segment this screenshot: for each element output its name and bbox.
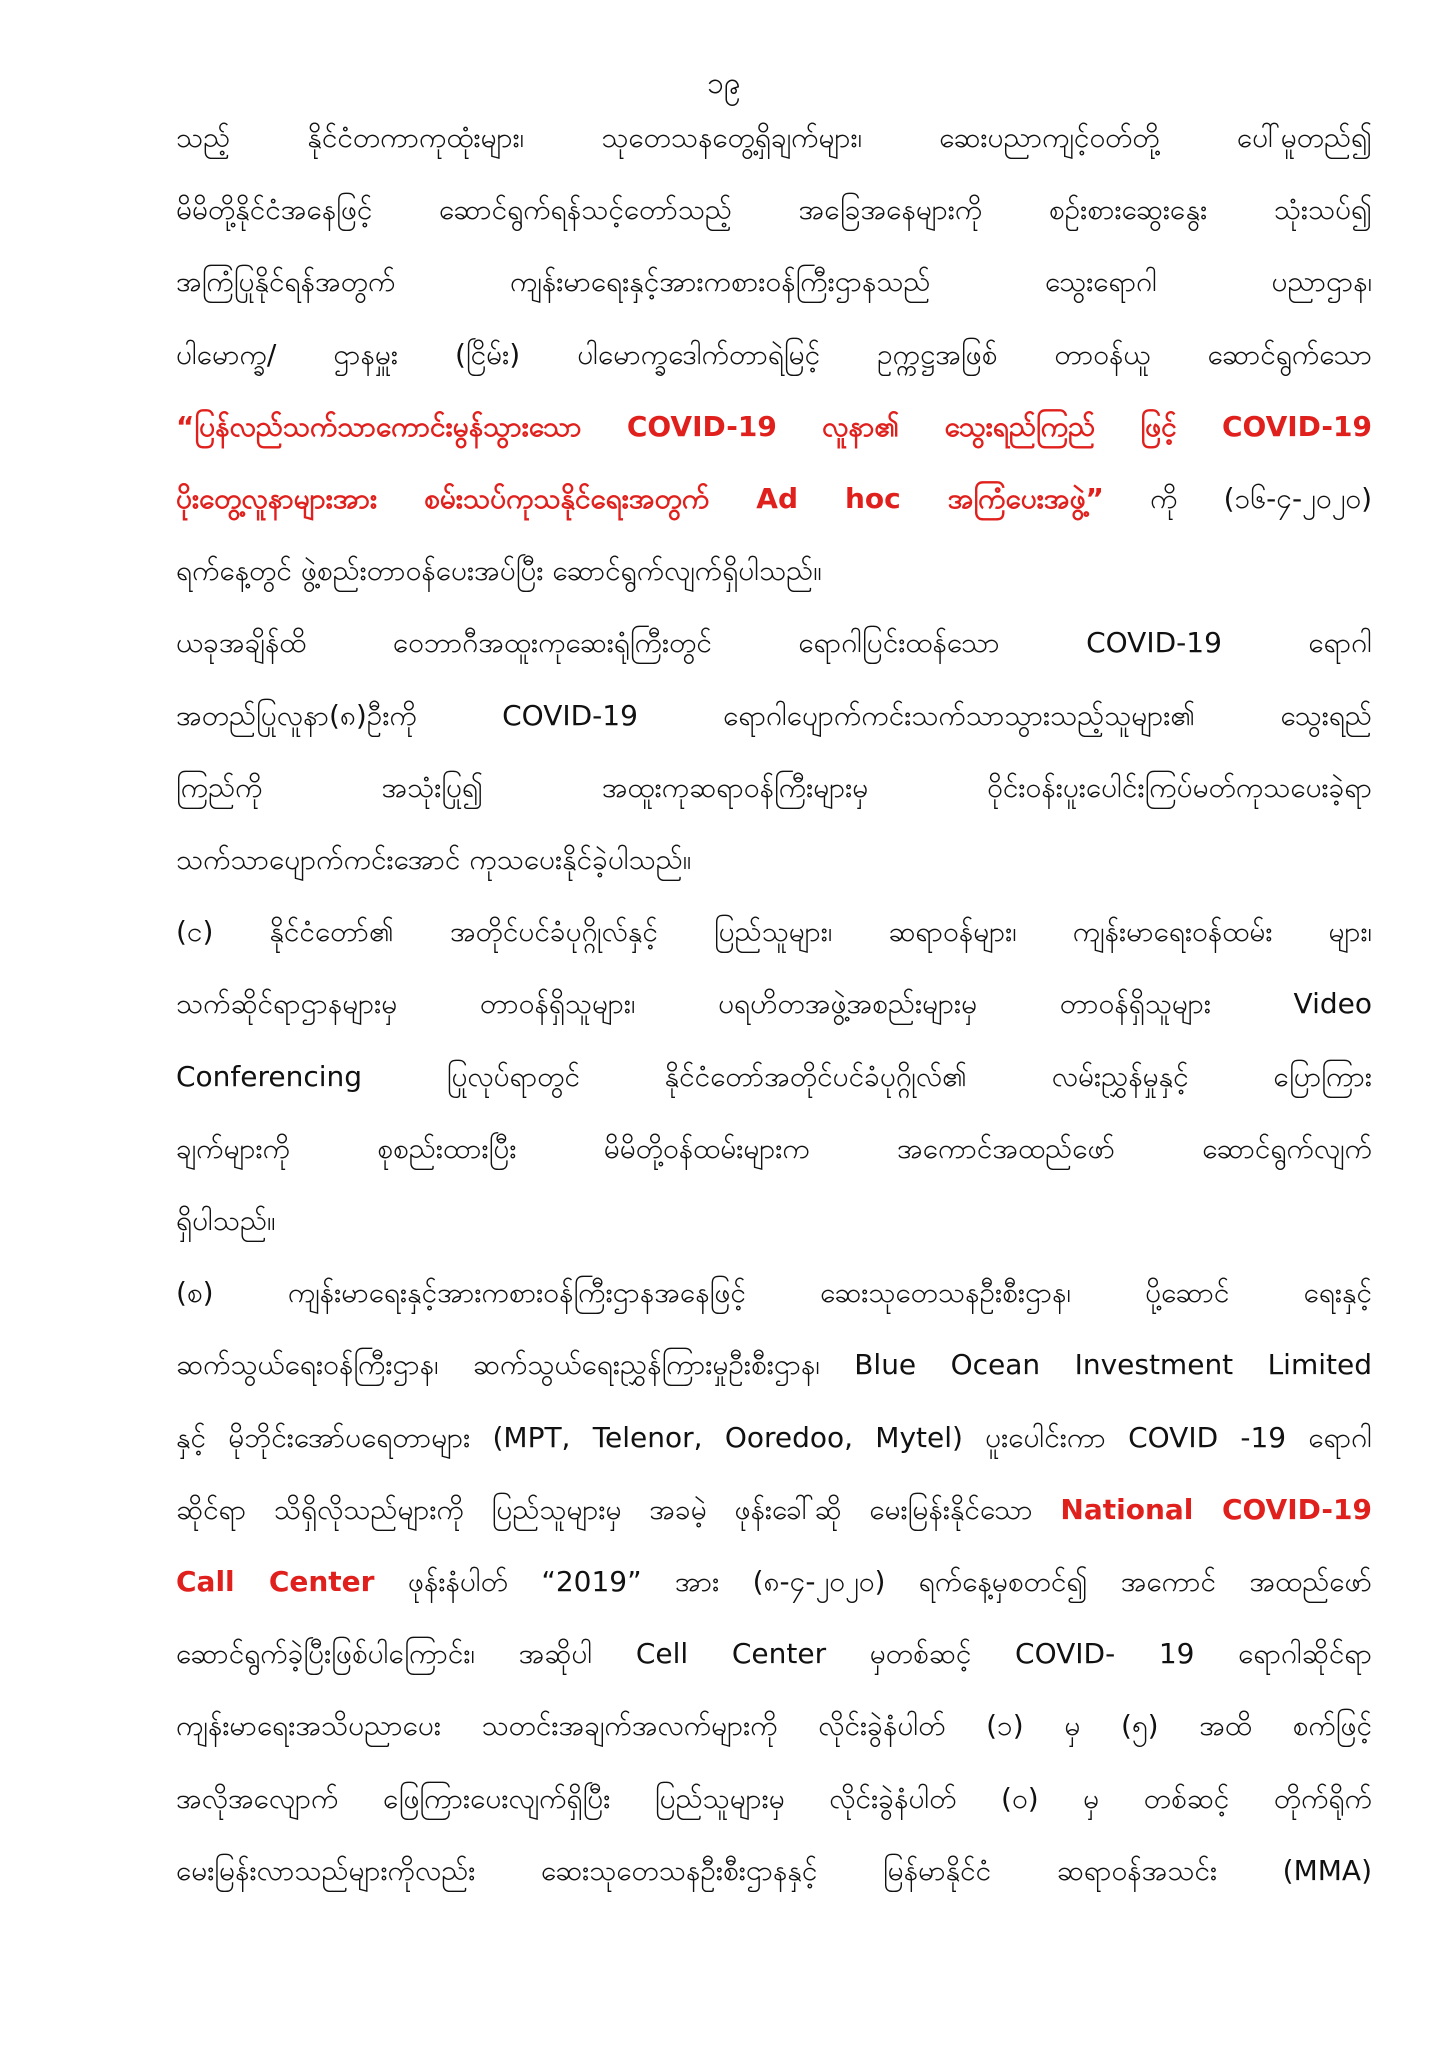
text-line xyxy=(176,1618,1372,1690)
text-line xyxy=(176,896,1372,968)
text-line xyxy=(176,102,1372,174)
text-line xyxy=(176,463,1372,535)
text-line xyxy=(176,1113,1372,1185)
highlighted-text: “ပြန်လည်သက်သာကောင်းမွန်သွားသော COVID-19 လူနာ၏ သွေးရည်ကြည် ဖြင့် COVID-19 xyxy=(176,410,1372,443)
text-line xyxy=(176,824,1372,896)
text-segment: အလိုအလျောက် ဖြေကြားပေးလျက်ရှိပြီး ပြည်သူများမှ လိုင်းခွဲနံပါတ် (၀) မှ တစ်ဆင့် တိုက်ရိုက် xyxy=(176,1782,1372,1815)
text-line xyxy=(176,752,1372,824)
text-line xyxy=(176,1185,1372,1257)
text-line xyxy=(176,1546,1372,1618)
text-segment: အတည်ပြုလူနာ(၈)ဦးကို COVID-19 ရောဂါပျောက်ကင်းသက်သာသွားသည့်သူများ၏ သွေးရည် xyxy=(176,699,1372,732)
text-segment: (စ) ကျန်းမာရေးနှင့်အားကစားဝန်ကြီးဌာနအနေဖြင့် ဆေးသုတေသနဦးစီးဌာန၊ ပို့ဆောင် ရေးနှင့် xyxy=(176,1276,1372,1309)
text-line xyxy=(176,1690,1372,1762)
text-line xyxy=(176,607,1372,679)
text-line xyxy=(176,174,1372,246)
text-segment: သည့် နိုင်ငံတကာကုထုံးများ၊ သုတေသနတွေ့ရှိချက်များ၊ ဆေးပညာကျင့်ဝတ်တို့ ပေါ်မူတည်၍ xyxy=(176,121,1372,154)
text-segment: မိမိတို့နိုင်ငံအနေဖြင့် ဆောင်ရွက်ရန်သင့်တော်သည့် အခြေအနေများကို စဉ်းစားဆွေးနွေး သုံးသပ်၍ xyxy=(176,193,1372,226)
text-line xyxy=(176,1835,1372,1907)
text-line xyxy=(176,1474,1372,1546)
text-line xyxy=(176,968,1372,1040)
text-segment: ယခုအချိန်ထိ ဝေဘာဂီအထူးကုဆေးရုံကြီးတွင် ရောဂါပြင်းထန်သော COVID-19 ရောဂါ xyxy=(176,626,1372,659)
highlighted-text: Call Center xyxy=(176,1565,375,1598)
page-number: ၁၉ xyxy=(707,66,741,101)
text-line xyxy=(176,319,1372,391)
text-segment: သက်သာပျောက်ကင်းအောင် ကုသပေးနိုင်ခဲ့ပါသည်။ xyxy=(176,843,692,876)
highlighted-text: ပိုးတွေ့လူနာများအား စမ်းသပ်ကုသနိုင်ရေးအတွက် Ad hoc အကြံပေးအဖွဲ့” xyxy=(176,482,1104,515)
text-segment: ပါမောက္ခ/ ဌာနမှူး (ငြိမ်း) ပါမောက္ခဒေါက်တာရဲမြင့် ဥက္ကဋ္ဌအဖြစ် တာဝန်ယူ ဆောင်ရွက်သော xyxy=(176,338,1372,371)
text-line xyxy=(176,1763,1372,1835)
text-segment: အကြံပြုနိုင်ရန်အတွက် ကျန်းမာရေးနှင့်အားကစားဝန်ကြီးဌာနသည် သွေးရောဂါ ပညာဌာန၊ xyxy=(176,265,1372,298)
text-segment: နှင့် မိုဘိုင်းအော်ပရေတာများ (MPT, Telenor, Ooredoo, Mytel) ပူးပေါင်းကာ COVID -19 ရောဂါ xyxy=(176,1421,1372,1454)
text-line xyxy=(176,680,1372,752)
text-segment: ဆောင်ရွက်ခဲ့ပြီးဖြစ်ပါကြောင်း၊ အဆိုပါ Cell Center မှတစ်ဆင့် COVID- 19 ရောဂါဆိုင်ရာ xyxy=(176,1637,1372,1670)
text-segment: Conferencing ပြုလုပ်ရာတွင် နိုင်ငံတော်အတိုင်ပင်ခံပုဂ္ဂိုလ်၏ လမ်းညွှန်မှုနှင့် ပြောကြား xyxy=(176,1060,1372,1093)
text-segment: ချက်များကို စုစည်းထားပြီး မိမိတို့ဝန်ထမ်းများက အကောင်အထည်ဖော် ဆောင်ရွက်လျက် xyxy=(176,1132,1372,1165)
text-segment: မေးမြန်းလာသည်များကိုလည်း ဆေးသုတေသနဦးစီးဌာနနှင့် မြန်မာနိုင်ငံ ဆရာဝန်အသင်း (MMA) xyxy=(176,1854,1372,1887)
highlighted-text: National COVID-19 xyxy=(1060,1493,1372,1526)
text-segment: ဆိုင်ရာ သိရှိလိုသည်များကို ပြည်သူများမှ အခမဲ့ ဖုန်းခေါ်ဆို မေးမြန်းနိုင်သော xyxy=(176,1493,1061,1526)
text-line xyxy=(176,1329,1372,1401)
text-segment: ကျန်းမာရေးအသိပညာပေး သတင်းအချက်အလက်များကို လိုင်းခွဲနံပါတ် (၁) မှ (၅) အထိ စက်ဖြင့် xyxy=(176,1709,1372,1742)
text-segment: ကို (၁၆-၄-၂၀၂၀) xyxy=(1103,482,1372,515)
text-line xyxy=(176,1402,1372,1474)
text-segment: ရက်နေ့တွင် ဖွဲ့စည်းတာဝန်ပေးအပ်ပြီး ဆောင်ရွက်လျက်ရှိပါသည်။ xyxy=(176,554,822,587)
text-line xyxy=(176,246,1372,318)
text-line xyxy=(176,535,1372,607)
text-segment: (င) နိုင်ငံတော်၏ အတိုင်ပင်ခံပုဂ္ဂိုလ်နှင့် ပြည်သူများ၊ ဆရာဝန်များ၊ ကျန်းမာရေးဝန်ထမ်း များ၊ xyxy=(176,915,1372,948)
text-line xyxy=(176,1257,1372,1329)
text-segment: ဖုန်းနံပါတ် “2019” အား (၈-၄-၂၀၂၀) ရက်နေ့မှစတင်၍ အကောင် အထည်ဖော် xyxy=(374,1565,1372,1598)
text-segment: ရှိပါသည်။ xyxy=(176,1204,276,1237)
text-segment: သက်ဆိုင်ရာဌာနများမှ တာဝန်ရှိသူများ၊ ပရဟိတအဖွဲ့အစည်းများမှ တာဝန်ရှိသူများ Video xyxy=(176,987,1372,1020)
text-segment: ဆက်သွယ်ရေးဝန်ကြီးဌာန၊ ဆက်သွယ်ရေးညွှန်ကြားမှုဦးစီးဌာန၊ Blue Ocean Investment Limited xyxy=(176,1348,1372,1381)
text-line xyxy=(176,1041,1372,1113)
text-segment: ကြည်ကို အသုံးပြု၍ အထူးကုဆရာဝန်ကြီးများမှ ဝိုင်းဝန်းပူးပေါင်းကြပ်မတ်ကုသပေးခဲ့ရာ xyxy=(176,771,1372,804)
text-line xyxy=(176,391,1372,463)
